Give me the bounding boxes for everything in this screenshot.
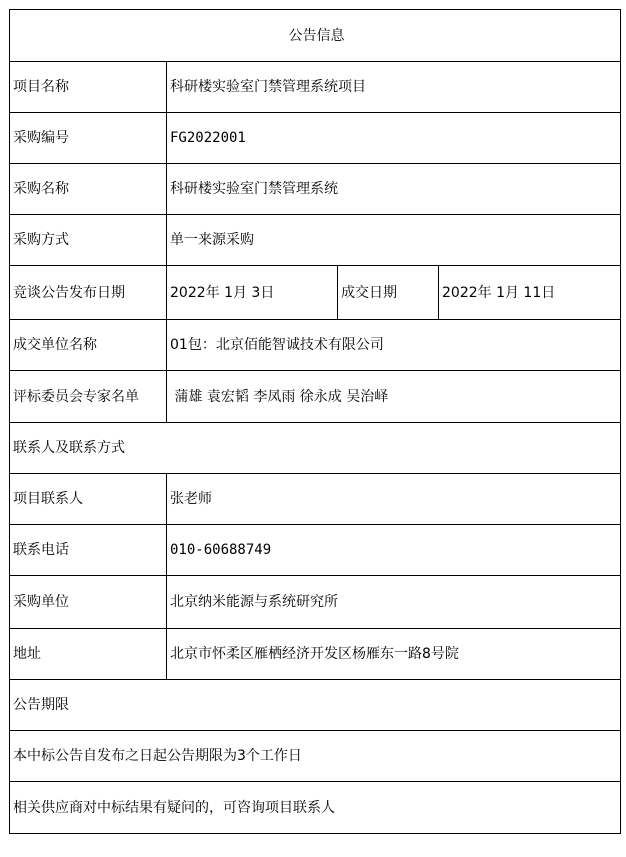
contact-person-value: 张老师 — [167, 474, 621, 525]
procurement-method-label: 采购方式 — [10, 215, 167, 266]
footer-note: 相关供应商对中标结果有疑问的，可咨询项目联系人 — [10, 782, 621, 834]
procurement-name-label: 采购名称 — [10, 164, 167, 215]
procurement-no-label: 采购编号 — [10, 113, 167, 164]
purchaser-label: 采购单位 — [10, 576, 167, 629]
winning-unit-value: 01包：北京佰能智诚技术有限公司 — [167, 320, 621, 371]
notice-period-value: 本中标公告自发布之日起公告期限为3个工作日 — [10, 731, 621, 782]
publish-date-value: 2022年 1月 3日 — [167, 266, 338, 320]
table-row — [10, 782, 621, 834]
table-row — [10, 731, 621, 782]
section-row — [10, 423, 621, 474]
contact-person-label: 项目联系人 — [10, 474, 167, 525]
table-row — [10, 164, 621, 215]
address-label: 地址 — [10, 629, 167, 680]
procurement-name-value: 科研楼实验室门禁管理系统 — [167, 164, 621, 215]
section-row — [10, 680, 621, 731]
notice-table — [9, 9, 621, 834]
contact-phone-value: 010-60688749 — [167, 525, 621, 576]
project-name-label: 项目名称 — [10, 62, 167, 113]
expert-list-value: 蒲雄 袁宏韬 李凤雨 徐永成 吴治峄 — [167, 371, 621, 423]
table-row — [10, 320, 621, 371]
deal-date-value: 2022年 1月 11日 — [439, 266, 621, 320]
winning-unit-label: 成交单位名称 — [10, 320, 167, 371]
table-row — [10, 266, 621, 320]
project-name-value: 科研楼实验室门禁管理系统项目 — [167, 62, 621, 113]
publish-date-label: 竞谈公告发布日期 — [10, 266, 167, 320]
procurement-method-value: 单一来源采购 — [167, 215, 621, 266]
table-title: 公告信息 — [10, 10, 621, 62]
procurement-no-value: FG2022001 — [167, 113, 621, 164]
contact-phone-label: 联系电话 — [10, 525, 167, 576]
deal-date-label: 成交日期 — [338, 266, 439, 320]
expert-list-label: 评标委员会专家名单 — [10, 371, 167, 423]
address-value: 北京市怀柔区雁栖经济开发区杨雁东一路8号院 — [167, 629, 621, 680]
title-row — [10, 10, 621, 62]
notice-period-heading: 公告期限 — [10, 680, 621, 731]
contact-section-heading: 联系人及联系方式 — [10, 423, 621, 474]
table-row — [10, 371, 621, 423]
table-row — [10, 113, 621, 164]
table-row — [10, 525, 621, 576]
table-row — [10, 576, 621, 629]
table-row — [10, 62, 621, 113]
purchaser-value: 北京纳米能源与系统研究所 — [167, 576, 621, 629]
table-row — [10, 629, 621, 680]
table-row — [10, 474, 621, 525]
table-row — [10, 215, 621, 266]
